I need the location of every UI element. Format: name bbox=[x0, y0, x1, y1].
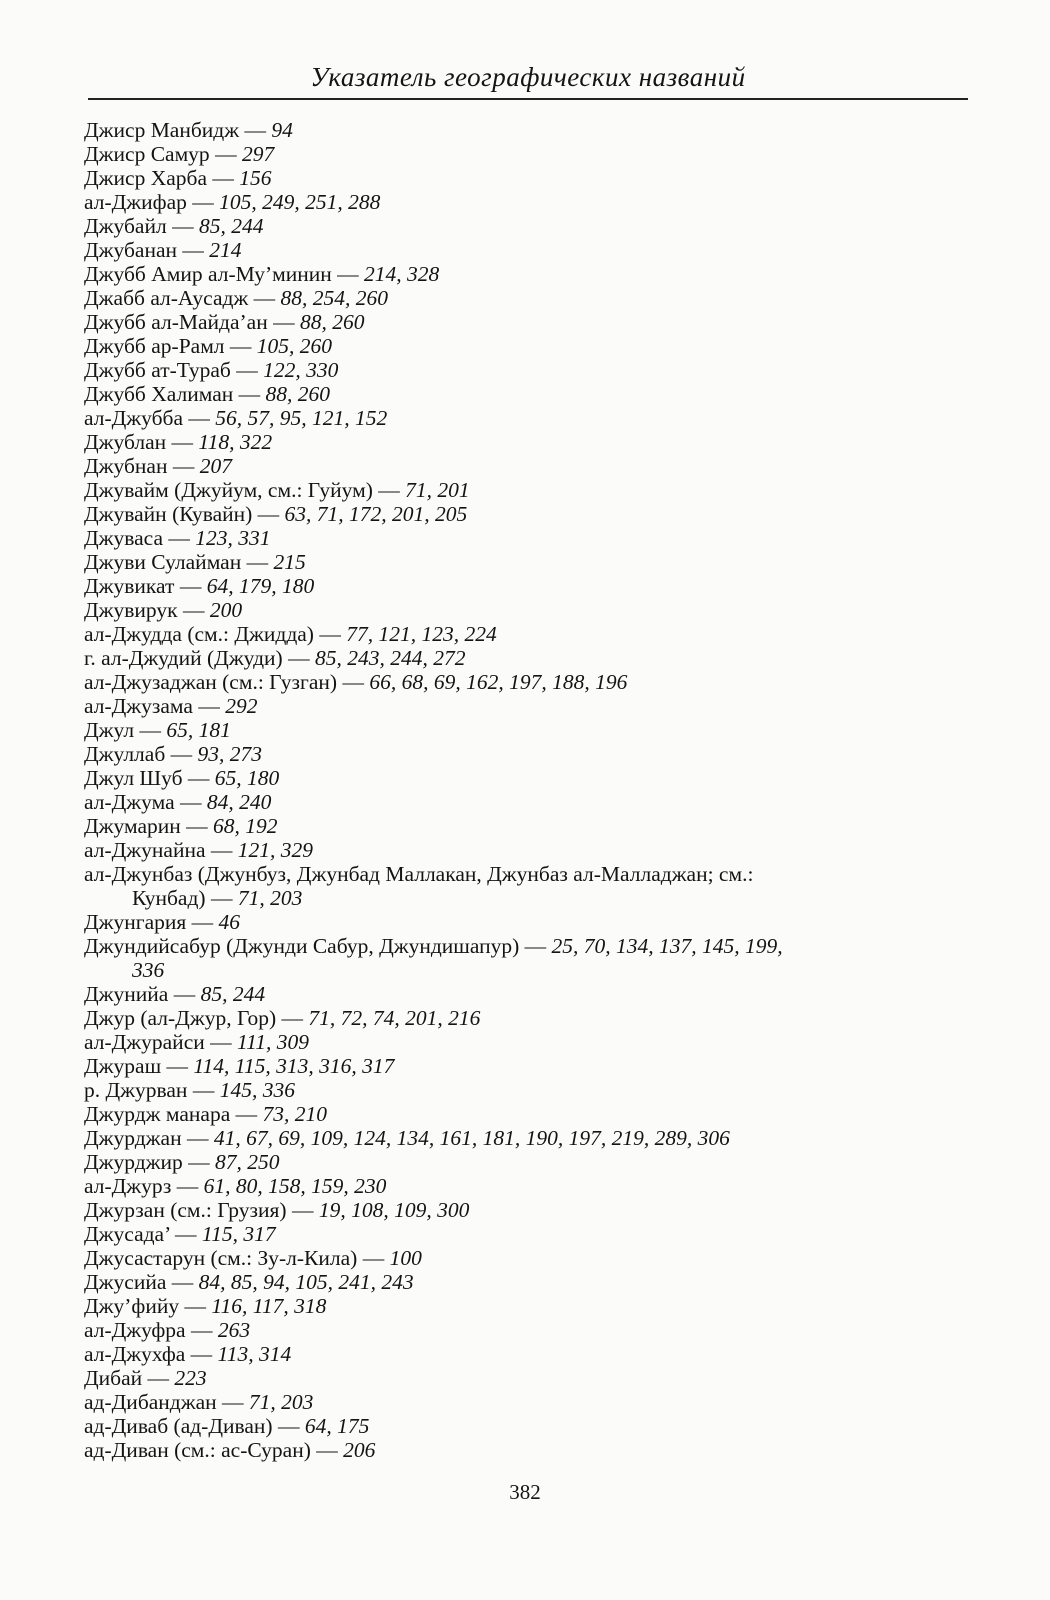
entry-pages: 85, 244 bbox=[198, 214, 264, 238]
index-entry bbox=[84, 1078, 984, 1102]
entry-name: Джурджан bbox=[84, 1126, 182, 1150]
index-entry bbox=[84, 814, 984, 838]
entry-dash: — bbox=[310, 1438, 344, 1462]
entry-dash: — bbox=[205, 838, 238, 862]
entry-dash: — bbox=[174, 574, 207, 598]
entry-pages: 64, 175 bbox=[304, 1414, 370, 1438]
entry-dash: — bbox=[230, 1102, 263, 1126]
running-header: Указатель географических названий bbox=[310, 62, 746, 92]
entry-dash: — bbox=[233, 382, 266, 406]
entry-pages: 93, 273 bbox=[197, 742, 263, 766]
entry-name: ал-Джузаджан (см.: Гузган) bbox=[84, 670, 338, 694]
entry-dash: — bbox=[174, 790, 207, 814]
entry-dash: — bbox=[171, 1174, 204, 1198]
entry-pages: 66, 68, 69, 162, 197, 188, 196 bbox=[369, 670, 628, 694]
entry-dash: — bbox=[276, 1006, 309, 1030]
entry-dash: — bbox=[177, 598, 210, 622]
entry-name: Джувайм (Джуйум, см.: Гуйум) bbox=[84, 478, 373, 502]
entry-name: Джубб Халиман bbox=[84, 382, 234, 406]
entry-name: ал-Джурайси bbox=[84, 1030, 205, 1054]
index-entry bbox=[84, 574, 984, 598]
entry-dash: — bbox=[248, 286, 281, 310]
entry-dash: — bbox=[177, 238, 210, 262]
entry-dash: — bbox=[372, 478, 406, 502]
entry-pages: 19, 108, 109, 300 bbox=[318, 1198, 470, 1222]
entry-name: ад-Диван (см.: ас-Суран) bbox=[84, 1438, 311, 1462]
index-entry bbox=[84, 1198, 984, 1222]
index-entry bbox=[84, 526, 984, 550]
entry-pages: 71, 203 bbox=[237, 886, 303, 910]
entry-pages: 292 bbox=[225, 694, 258, 718]
entry-pages: 156 bbox=[239, 166, 272, 190]
index-entry bbox=[84, 454, 984, 478]
entry-pages: 122, 330 bbox=[263, 358, 339, 382]
entry-name: Джубб ат-Тураб bbox=[84, 358, 231, 382]
index-entry bbox=[84, 766, 984, 790]
index-entry bbox=[84, 118, 984, 142]
entry-name: Джубанан bbox=[84, 238, 178, 262]
entry-dash: — bbox=[166, 430, 199, 454]
index-entry bbox=[84, 1030, 984, 1054]
index-entry bbox=[84, 742, 984, 766]
entry-dash: — bbox=[357, 1246, 390, 1270]
entry-dash: — bbox=[267, 310, 300, 334]
entry-dash: — bbox=[282, 646, 315, 670]
entry-pages: 46 bbox=[218, 910, 241, 934]
entry-pages: 215 bbox=[273, 550, 306, 574]
entry-dash: — bbox=[186, 190, 220, 214]
entry-dash: — bbox=[230, 358, 264, 382]
entry-name: Джумарин bbox=[84, 814, 181, 838]
entry-pages: 111, 309 bbox=[237, 1030, 310, 1054]
entry-dash: — bbox=[185, 1342, 218, 1366]
index-entry bbox=[84, 1174, 984, 1198]
entry-name: Джиср Самур bbox=[84, 142, 210, 166]
entry-name: ал-Джунбаз (Джунбуз, Джунбад Маллакан, Джунбаз ал-Малладжан; см.: bbox=[84, 862, 754, 886]
entry-name: ал-Джума bbox=[84, 790, 175, 814]
entry-pages: 94 bbox=[271, 118, 293, 142]
entry-pages: 105, 260 bbox=[256, 334, 333, 358]
entry-pages: 84, 85, 94, 105, 241, 243 bbox=[198, 1270, 414, 1294]
page-number: 382 bbox=[509, 1480, 541, 1504]
entry-dash: — bbox=[181, 1126, 214, 1150]
entry-dash: — bbox=[187, 1078, 220, 1102]
index-entry bbox=[84, 1294, 984, 1318]
entry-pages: 118, 322 bbox=[198, 430, 273, 454]
entry-pages: 41, 67, 69, 109, 124, 134, 161, 181, 190, 197, 219, 289, 306 bbox=[213, 1126, 730, 1150]
index-entry bbox=[84, 262, 984, 286]
index-entry bbox=[84, 238, 984, 262]
index-entry bbox=[84, 622, 984, 646]
entry-dash: — bbox=[207, 166, 240, 190]
entry-pages: 214, 328 bbox=[364, 262, 440, 286]
entry-name: Джуви Сулайман bbox=[84, 550, 242, 574]
entry-name: ал-Джузама bbox=[84, 694, 193, 718]
index-entry bbox=[84, 286, 984, 310]
header-rule bbox=[88, 98, 968, 100]
index-entry bbox=[84, 790, 984, 814]
entry-pages: 336 bbox=[132, 958, 165, 982]
entry-dash: — bbox=[142, 1366, 175, 1390]
entry-pages: 207 bbox=[199, 454, 232, 478]
entry-dash: — bbox=[165, 742, 198, 766]
index-entry bbox=[84, 214, 984, 238]
entry-pages: 123, 331 bbox=[195, 526, 271, 550]
index-entry bbox=[84, 190, 984, 214]
entry-pages: 88, 260 bbox=[299, 310, 365, 334]
index-entry bbox=[84, 670, 984, 694]
index-entry bbox=[84, 1222, 984, 1246]
entry-pages: 73, 210 bbox=[262, 1102, 327, 1126]
entry-name: ал-Джифар bbox=[84, 190, 187, 214]
entry-dash: — bbox=[331, 262, 364, 286]
index-entry bbox=[84, 1006, 984, 1030]
index-entry bbox=[84, 1150, 984, 1174]
entry-pages: 88, 254, 260 bbox=[280, 286, 389, 310]
entry-pages: 100 bbox=[389, 1246, 422, 1270]
entry-pages: 85, 243, 244, 272 bbox=[314, 646, 466, 670]
entry-dash: — bbox=[183, 406, 216, 430]
entry-name: Джул bbox=[84, 718, 135, 742]
entry-pages: 145, 336 bbox=[219, 1078, 295, 1102]
entry-name: Джиср Харба bbox=[84, 166, 207, 190]
entry-name: ал-Джуфра bbox=[84, 1318, 186, 1342]
entry-name: ал-Джухфа bbox=[84, 1342, 186, 1366]
entry-name: Джуваса bbox=[84, 526, 164, 550]
entry-name: Джурзан (см.: Грузия) bbox=[84, 1198, 287, 1222]
entry-name: Джублан bbox=[84, 430, 167, 454]
entry-name: Джусастарун (см.: Зу-л-Кила) bbox=[84, 1246, 358, 1270]
entry-name: Джур (ал-Джур, Гор) bbox=[84, 1006, 277, 1030]
index-entry bbox=[84, 310, 984, 334]
entry-dash: — bbox=[166, 214, 199, 238]
entry-pages: 63, 71, 172, 201, 205 bbox=[284, 502, 468, 526]
entry-pages: 25, 70, 134, 137, 145, 199, bbox=[551, 934, 783, 958]
entry-dash: — bbox=[167, 454, 200, 478]
entry-name: Джабб ал-Аусадж bbox=[84, 286, 249, 310]
index-entry bbox=[84, 862, 984, 886]
index-entry bbox=[84, 1054, 984, 1078]
index-entry bbox=[84, 1102, 984, 1126]
entry-name: Джурдж манара bbox=[84, 1102, 231, 1126]
entry-pages: 214 bbox=[209, 238, 242, 262]
entry-dash: — bbox=[224, 334, 257, 358]
index-entry bbox=[84, 910, 984, 934]
entry-dash: — bbox=[252, 502, 285, 526]
entry-dash: — bbox=[179, 1294, 212, 1318]
index-entry bbox=[84, 838, 984, 862]
entry-pages: 105, 249, 251, 288 bbox=[219, 190, 381, 214]
entry-dash: — bbox=[519, 934, 552, 958]
index-entry bbox=[84, 982, 984, 1006]
entry-name: Джубайл bbox=[84, 214, 167, 238]
entry-dash: — bbox=[205, 886, 238, 910]
index-entry bbox=[84, 1390, 984, 1414]
index-entry bbox=[84, 502, 984, 526]
index-entry bbox=[84, 1246, 984, 1270]
index-entry bbox=[84, 142, 984, 166]
index-entry bbox=[84, 934, 984, 958]
entry-dash: — bbox=[209, 142, 242, 166]
index-entry bbox=[84, 1318, 984, 1342]
index-entry bbox=[84, 598, 984, 622]
entry-dash: — bbox=[163, 526, 196, 550]
entry-name: ал-Джурз bbox=[84, 1174, 172, 1198]
entry-pages: 121, 329 bbox=[237, 838, 313, 862]
entry-pages: 56, 57, 95, 121, 152 bbox=[215, 406, 388, 430]
entry-dash: — bbox=[204, 1030, 237, 1054]
entry-pages: 116, 117, 318 bbox=[211, 1294, 327, 1318]
entry-pages: 84, 240 bbox=[206, 790, 272, 814]
entry-pages: 113, 314 bbox=[217, 1342, 292, 1366]
entry-pages: 64, 179, 180 bbox=[206, 574, 315, 598]
entry-dash: — bbox=[286, 1198, 319, 1222]
entry-dash: — bbox=[239, 118, 272, 142]
entry-name: Джувирук bbox=[84, 598, 178, 622]
index-entry bbox=[84, 166, 984, 190]
entry-name: Джусийа bbox=[84, 1270, 167, 1294]
index-entry bbox=[84, 1366, 984, 1390]
entry-name: Джиср Манбидж bbox=[84, 118, 240, 142]
index-entry bbox=[84, 430, 984, 454]
entry-pages: 77, 121, 123, 224 bbox=[346, 622, 497, 646]
entry-name: ад-Диваб (ад-Диван) bbox=[84, 1414, 273, 1438]
entry-pages: 71, 203 bbox=[248, 1390, 314, 1414]
entry-dash: — bbox=[241, 550, 274, 574]
entry-dash: — bbox=[168, 982, 201, 1006]
entry-dash: — bbox=[161, 1054, 194, 1078]
index-entries bbox=[84, 118, 984, 1462]
index-entry bbox=[84, 886, 984, 910]
index-entry bbox=[84, 478, 984, 502]
entry-dash: — bbox=[169, 1222, 202, 1246]
entry-name: г. ал-Джудий (Джуди) bbox=[84, 646, 283, 670]
entry-name: Джурджир bbox=[84, 1150, 183, 1174]
entry-name: Кунбад) bbox=[132, 886, 206, 910]
entry-name: Джубб ал-Майда’ан bbox=[84, 310, 268, 334]
entry-name: Джубб ар-Рамл bbox=[84, 334, 225, 358]
index-entry bbox=[84, 1342, 984, 1366]
entry-dash: — bbox=[186, 910, 219, 934]
entry-name: ал-Джубба bbox=[84, 406, 184, 430]
entry-name: Дибай bbox=[84, 1366, 143, 1390]
entry-pages: 68, 192 bbox=[213, 814, 278, 838]
entry-pages: 87, 250 bbox=[215, 1150, 280, 1174]
entry-dash: — bbox=[134, 718, 167, 742]
entry-dash: — bbox=[185, 1318, 218, 1342]
entry-name: ал-Джунайна bbox=[84, 838, 206, 862]
entry-name: Джувикат bbox=[84, 574, 175, 598]
index-entry bbox=[84, 382, 984, 406]
entry-pages: 206 bbox=[343, 1438, 376, 1462]
entry-pages: 71, 72, 74, 201, 216 bbox=[308, 1006, 481, 1030]
index-entry bbox=[84, 958, 984, 982]
index-entry bbox=[84, 646, 984, 670]
entry-pages: 115, 317 bbox=[201, 1222, 276, 1246]
entry-name: Джундийсабур (Джунди Сабур, Джундишапур) bbox=[84, 934, 520, 958]
entry-pages: 297 bbox=[241, 142, 275, 166]
entry-name: Джураш bbox=[84, 1054, 162, 1078]
entry-dash: — bbox=[337, 670, 370, 694]
entry-pages: 65, 180 bbox=[214, 766, 280, 790]
index-entry bbox=[84, 1270, 984, 1294]
entry-pages: 88, 260 bbox=[265, 382, 330, 406]
entry-name: р. Джурван bbox=[84, 1078, 188, 1102]
index-entry bbox=[84, 718, 984, 742]
index-entry bbox=[84, 1414, 984, 1438]
entry-dash: — bbox=[313, 622, 347, 646]
entry-dash: — bbox=[182, 766, 215, 790]
entry-pages: 223 bbox=[174, 1366, 207, 1390]
entry-dash: — bbox=[216, 1390, 249, 1414]
entry-name: Джубб Амир ал-Му’минин bbox=[84, 262, 332, 286]
entry-dash: — bbox=[180, 814, 213, 838]
entry-pages: 71, 201 bbox=[405, 478, 470, 502]
entry-pages: 61, 80, 158, 159, 230 bbox=[203, 1174, 387, 1198]
index-entry bbox=[84, 1438, 984, 1462]
index-entry bbox=[84, 1126, 984, 1150]
entry-name: Джу’фийу bbox=[84, 1294, 180, 1318]
entry-name: Джул Шуб bbox=[84, 766, 183, 790]
entry-name: Джуллаб bbox=[84, 742, 166, 766]
index-entry bbox=[84, 334, 984, 358]
entry-dash: — bbox=[166, 1270, 199, 1294]
index-entry bbox=[84, 694, 984, 718]
entry-name: ал-Джудда (см.: Джидда) bbox=[84, 622, 314, 646]
entry-pages: 65, 181 bbox=[166, 718, 231, 742]
entry-pages: 263 bbox=[217, 1318, 251, 1342]
entry-pages: 200 bbox=[209, 598, 243, 622]
entry-pages: 114, 115, 313, 316, 317 bbox=[193, 1054, 395, 1078]
entry-dash: — bbox=[182, 1150, 216, 1174]
index-entry bbox=[84, 358, 984, 382]
index-entry bbox=[84, 550, 984, 574]
entry-name: ад-Дибанджан bbox=[84, 1390, 217, 1414]
entry-name: Джубнан bbox=[84, 454, 168, 478]
entry-name: Джунийа bbox=[84, 982, 169, 1006]
entry-dash: — bbox=[192, 694, 226, 718]
entry-name: Джусада’ bbox=[84, 1222, 170, 1246]
entry-dash: — bbox=[272, 1414, 305, 1438]
entry-pages: 85, 244 bbox=[200, 982, 266, 1006]
entry-name: Джунгария bbox=[84, 910, 187, 934]
entry-name: Джувайн (Кувайн) bbox=[84, 502, 253, 526]
index-entry bbox=[84, 406, 984, 430]
